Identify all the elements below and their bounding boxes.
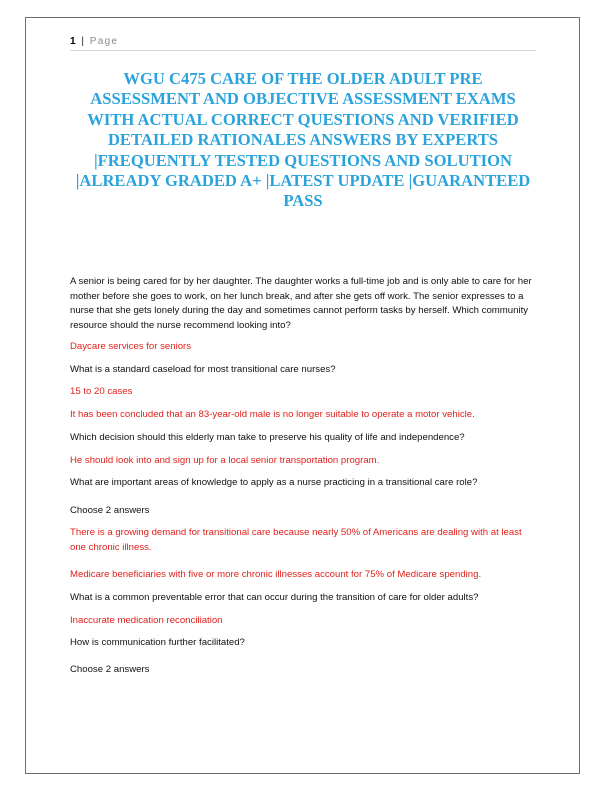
answer-5: Inaccurate medication reconciliation [70,615,223,626]
answer-3: He should look into and sign up for a local senior transportation program. [70,454,380,466]
answer-1: Daycare services for seniors [70,341,192,352]
question-3: Which decision should this elderly man take to preserve his quality of life and independence? [70,432,465,443]
question-2: What is a standard caseload for most transitional care nurses? [70,363,336,375]
answer-4a: There is a growing demand for transitional care because nearly 50% of Americans are dealing with at least one chronic illness. [70,527,522,553]
page-word: Page [89,36,119,47]
choose-instruction-6: Choose 2 answers [70,664,150,675]
choose-instruction-4: Choose 2 answers [70,504,150,516]
question-6: How is communication further facilitated? [70,636,245,648]
page-header-separator: | [81,36,84,47]
question-1: A senior is being cared for by her daughter. The daughter works a full-time job and is only able to care for her mother before she goes to work, on her lunch break, and after she gets off work. The senior expresses to a nurse that she gets lonely during the day and sometimes cannot perform tasks by herself. Which community resource should the nurse recommend looking into? [70,276,532,331]
document-body [70,275,540,678]
question-4: What are important areas of knowledge to apply as a nurse practicing in a transitional care role? [70,477,478,488]
question-5: What is a common preventable error that can occur during the transition of care for older adults? [70,591,479,603]
statement-3: It has been concluded that an 83-year-old male is no longer suitable to operate a motor vehicle. [70,408,475,420]
answer-4b: Medicare beneficiaries with five or more chronic illnesses account for 75% of Medicare spending. [70,569,482,580]
page-header [70,34,536,51]
document-title: WGU C475 CARE OF THE OLDER ADULT PRE ASSESSMENT AND OBJECTIVE ASSESSMENT EXAMS WITH ACTUAL CORRECT QUESTIONS AND VERIFIED DETAILED RATIONALES ANSWERS BY EXPERTS |FREQUENTLY TESTED QUESTIONS AND SOLUTION |ALREADY GRADED A+ |LATEST UPDATE |GUARANTEED PASS [75,69,531,211]
page-number: 1 [70,36,76,47]
answer-2: 15 to 20 cases [70,386,133,397]
